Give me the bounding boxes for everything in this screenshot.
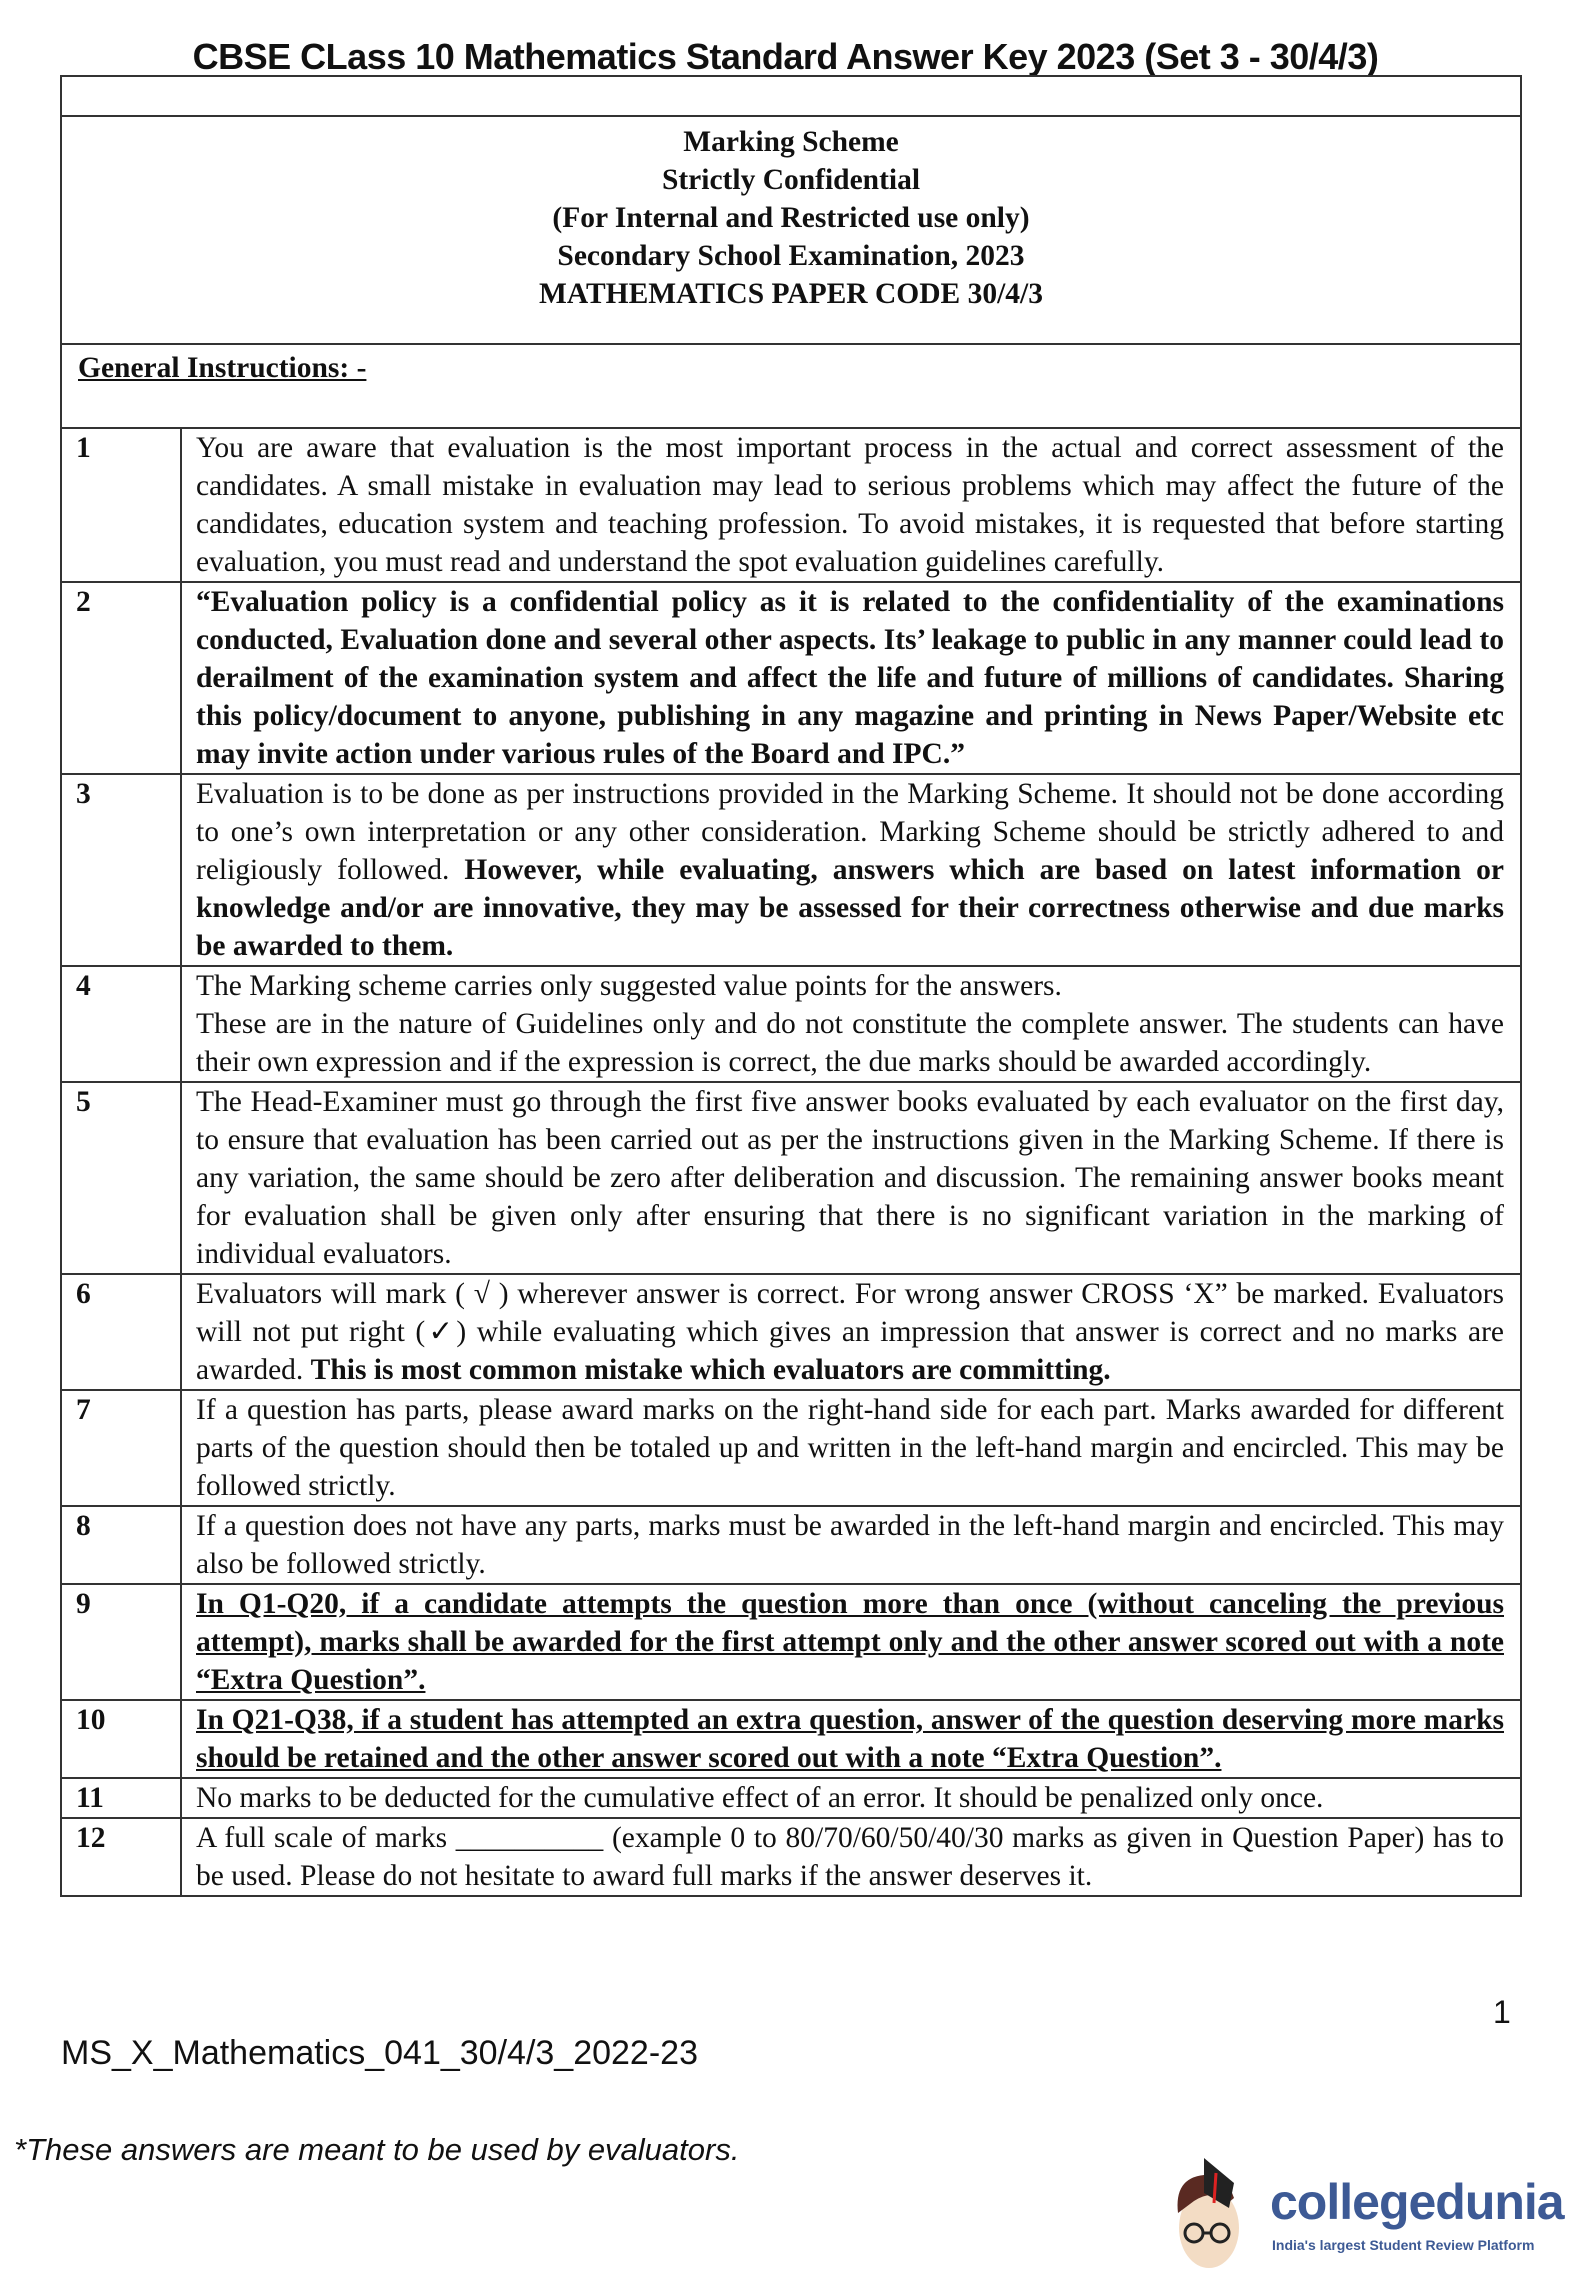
- instruction-number: 5: [61, 1082, 181, 1274]
- instruction-row: [61, 1584, 1521, 1700]
- instruction-text: [181, 1818, 1521, 1896]
- instruction-row: [61, 966, 1521, 1082]
- instruction-text: [181, 1274, 1521, 1390]
- instruction-row: [61, 774, 1521, 966]
- evaluator-note: *These answers are meant to be used by evaluators.: [14, 2132, 740, 2167]
- logo-tagline: India's largest Student Review Platform: [1272, 2237, 1535, 2253]
- instruction-text: [181, 1584, 1521, 1700]
- instruction-number: 9: [61, 1584, 181, 1700]
- instruction-row: [61, 1818, 1521, 1896]
- instruction-row: [61, 1274, 1521, 1390]
- instruction-text-segment: No marks to be deducted for the cumulative effect of an error. It should be penalized only once.: [196, 1782, 1324, 1814]
- header-row: [61, 116, 1521, 344]
- instruction-text-segment: A full scale of marks __________ (example 0 to 80/70/60/50/40/30 marks as given in Question Paper) has to be used. Please do not hesitate to award full marks if the answer deserves it.: [196, 1822, 1504, 1892]
- footer-document-code: MS_X_Mathematics_041_30/4/3_2022-23: [61, 2034, 698, 2072]
- instruction-number: 4: [61, 966, 181, 1082]
- instruction-number: 3: [61, 774, 181, 966]
- instruction-text: [181, 1700, 1521, 1778]
- general-instructions-row: [61, 344, 1521, 428]
- instruction-text-segment: Evaluators will mark ( √ ) wherever answer is correct. For wrong answer CROSS ‘X” be marked. Evaluators will not put right (✓) while evaluating which gives an impression that answer is correct and no marks are awarded.: [196, 1278, 1504, 1386]
- instruction-text: [181, 582, 1521, 774]
- instruction-number: 8: [61, 1506, 181, 1584]
- instruction-row: [61, 428, 1521, 582]
- instruction-text-segment: The Marking scheme carries only suggested value points for the answers.: [196, 970, 1062, 1002]
- instruction-number: 12: [61, 1818, 181, 1896]
- logo-wordmark: collegedunia: [1270, 2174, 1564, 2230]
- instruction-row: [61, 582, 1521, 774]
- instruction-text: [181, 428, 1521, 582]
- header-line: Strictly Confidential: [661, 164, 921, 196]
- collegedunia-logo: [1164, 2153, 1564, 2273]
- instruction-text: [181, 1082, 1521, 1274]
- document-title: CBSE CLass 10 Mathematics Standard Answer Key 2023 (Set 3 - 30/4/3): [192, 36, 1379, 77]
- instruction-text-segment: If a question has parts, please award marks on the right-hand side for each part. Marks awarded for different parts of the question should then be totaled up and written in the left-hand margin and encircled. This may be followed strictly.: [196, 1394, 1504, 1502]
- general-instructions-heading: General Instructions: -: [78, 352, 367, 384]
- instruction-text-segment: In Q1-Q20, if a candidate attempts the question more than once (without canceling the previous attempt), marks shall be awarded for the first attempt only and the other answer scored out with a note “Extra Question”.: [196, 1588, 1504, 1696]
- instruction-text-segment: Evaluation is to be done as per instructions provided in the Marking Scheme. It should not be done according to one’s own interpretation or any other consideration. Marking Scheme should be strictly adhered to and religiously followed.: [196, 778, 1504, 886]
- empty-row: [61, 76, 1521, 116]
- instruction-number: 6: [61, 1274, 181, 1390]
- instruction-number: 2: [61, 582, 181, 774]
- instruction-text-segment: In Q21-Q38, if a student has attempted an extra question, answer of the question deserving more marks should be retained and the other answer scored out with a note “Extra Question”.: [196, 1704, 1504, 1774]
- instruction-number: 1: [61, 428, 181, 582]
- instruction-text-segment: You are aware that evaluation is the most important process in the actual and correct assessment of the candidates. A small mistake in evaluation may lead to serious problems which may affect the future of the candidates, education system and teaching profession. To avoid mistakes, it is requested that before starting evaluation, you must read and understand the spot evaluation guidelines carefully.: [196, 432, 1504, 578]
- instruction-text-segment: The Head-Examiner must go through the first five answer books evaluated by each evaluator on the first day, to ensure that evaluation has been carried out as per the instructions given in the Marking Scheme. If there is any variation, the same should be zero after deliberation and discussion. The remaining answer books meant for evaluation shall be given only after ensuring that there is no significant variation in the marking of individual evaluators.: [196, 1086, 1504, 1270]
- instruction-text-segment: However, while evaluating, answers which are based on latest information or knowledge and/or are innovative, they may be assessed for their correctness otherwise and due marks be awarded to them.: [196, 854, 1504, 962]
- instruction-text: [181, 1778, 1521, 1818]
- header-line: Secondary School Examination, 2023: [557, 240, 1025, 272]
- instruction-row: [61, 1082, 1521, 1274]
- marking-scheme-table: [60, 75, 1522, 1897]
- instruction-number: 11: [61, 1778, 181, 1818]
- header-line: MATHEMATICS PAPER CODE 30/4/3: [539, 278, 1043, 310]
- instruction-text: [181, 1506, 1521, 1584]
- instruction-text-segment: “Evaluation policy is a confidential policy as it is related to the confidentiality of the examinations conducted, Evaluation done and several other aspects. Its’ leakage to public in any manner could lead to derailment of the examination system and affect the life and future of millions of candidates. Sharing this policy/document to anyone, publishing in any magazine and printing in News Paper/Website etc may invite action under various rules of the Board and IPC.”: [196, 586, 1504, 770]
- page-number: 1: [1493, 1994, 1511, 2030]
- header-line: (For Internal and Restricted use only): [552, 202, 1030, 234]
- instruction-row: [61, 1700, 1521, 1778]
- instruction-text-segment: These are in the nature of Guidelines only and do not constitute the complete answer. The students can have their own expression and if the expression is correct, the due marks should be awarded accordingly.: [196, 1008, 1504, 1078]
- instruction-row: [61, 1778, 1521, 1818]
- instruction-number: 10: [61, 1700, 181, 1778]
- header-block: [61, 116, 1521, 344]
- instruction-text: [181, 774, 1521, 966]
- instruction-text-segment: If a question does not have any parts, marks must be awarded in the left-hand margin and encircled. This may also be followed strictly.: [196, 1510, 1504, 1580]
- header-line: Marking Scheme: [683, 126, 899, 158]
- instruction-text: [181, 966, 1521, 1082]
- instruction-number: 7: [61, 1390, 181, 1506]
- instruction-row: [61, 1506, 1521, 1584]
- instruction-text-segment: This is most common mistake which evaluators are committing.: [310, 1354, 1111, 1386]
- instruction-text: [181, 1390, 1521, 1506]
- mascot-icon: [1164, 2153, 1264, 2273]
- instruction-row: [61, 1390, 1521, 1506]
